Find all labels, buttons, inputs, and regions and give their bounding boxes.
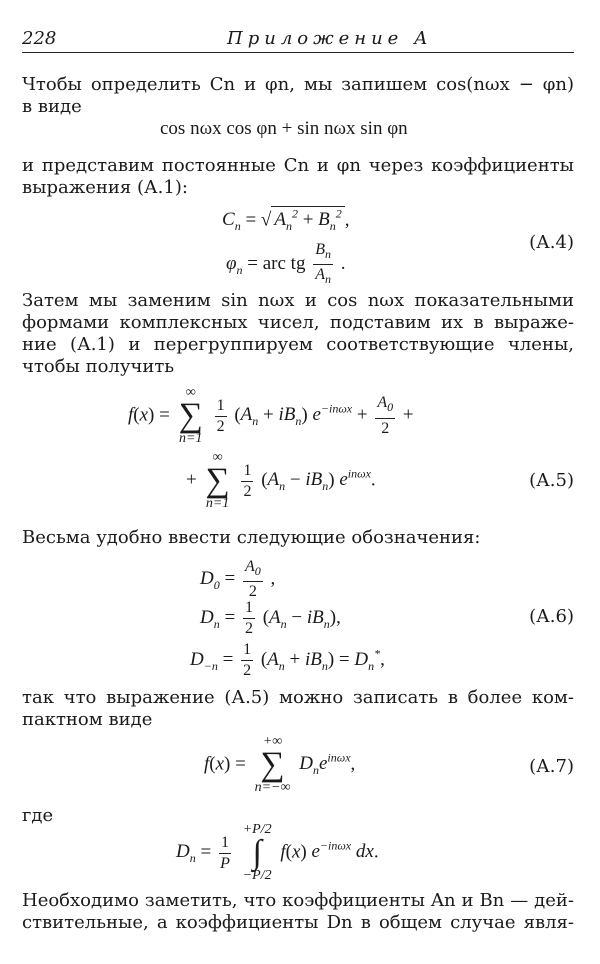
paragraph-line: пактном виде bbox=[22, 709, 153, 730]
equation-number: (А.7) bbox=[529, 756, 574, 777]
equation-dn-integral: $D_n$ = $\frac{1}{P}$ +P/2 ∫ −P/2 f(x) $e^{-in\omega x}$ dx. bbox=[176, 822, 379, 883]
equation-cn: $C_n$ = √ $A_n^2 + B_n^2$ , bbox=[222, 207, 350, 234]
paragraph-line: и представим постоянные Cn и φn через коэффициенты bbox=[22, 155, 574, 176]
equation-fx-sum-2: + ∞ ∑ n=1 $\frac{1}{2}$ $(A_n - iB_n)$ $e^{in\omega x}$. bbox=[186, 450, 376, 511]
equation-cos-expansion: cos nωx cos φn + sin nωx sin φn bbox=[160, 118, 408, 139]
equation-fx-sum-1: f(x) = ∞ ∑ n=1 $\frac{1}{2}$ $(A_n + iB_n) e^{-in\omega x}$ + $\frac{A_0}{2}$ + bbox=[128, 385, 414, 446]
equation-number: (А.4) bbox=[529, 232, 574, 253]
paragraph-line: так что выражение (А.5) можно записать в более ком- bbox=[22, 687, 574, 708]
equation-d0: $D_0$ = $\frac{A_0}{2}$ , bbox=[200, 558, 276, 601]
paragraph-line: ствительные, а коэффициенты Dn в общем случае явля- bbox=[22, 912, 574, 933]
paragraph-line: Необходимо заметить, что коэффициенты An и Bn — дей- bbox=[22, 890, 574, 911]
paragraph-line: Чтобы определить Cn и φn, мы запишем cos(nωx − φn) bbox=[22, 74, 574, 95]
paragraph-line: Затем мы заменим sin nωx и cos nωx показательными bbox=[22, 290, 574, 311]
header-rule bbox=[22, 52, 574, 53]
paragraph-line: выражения (А.1): bbox=[22, 177, 188, 198]
paragraph-line: где bbox=[22, 805, 54, 826]
paragraph-line: ние (А.1) и перегруппируем соответствующие члены, bbox=[22, 334, 574, 355]
running-title: Приложение А bbox=[227, 28, 433, 49]
equation-dn: $D_n$ = $\frac{1}{2}$ $(A_n - iB_n)$, bbox=[200, 599, 341, 637]
running-header bbox=[22, 28, 574, 54]
equation-fx-compact: f(x) = +∞ ∑ n=−∞ $D_ne^{in\omega x}$, bbox=[204, 734, 356, 795]
paragraph-line: чтобы получить bbox=[22, 356, 175, 377]
equation-d-minus-n: $D_{-n}$ = $\frac{1}{2}$ $(A_n + iB_n) = D_n^*$, bbox=[190, 641, 385, 679]
page-number: 228 bbox=[22, 28, 57, 49]
equation-number: (А.5) bbox=[529, 470, 574, 491]
equation-phin: $\varphi_n$ = arc tg $\frac{B_n}{A_n}$ . bbox=[226, 241, 346, 287]
paragraph-line: в виде bbox=[22, 96, 82, 117]
equation-number: (А.6) bbox=[529, 606, 574, 627]
paragraph-line: формами комплексных чисел, подставим их в выраже- bbox=[22, 312, 574, 333]
paragraph-line: Весьма удобно ввести следующие обозначения: bbox=[22, 527, 481, 548]
